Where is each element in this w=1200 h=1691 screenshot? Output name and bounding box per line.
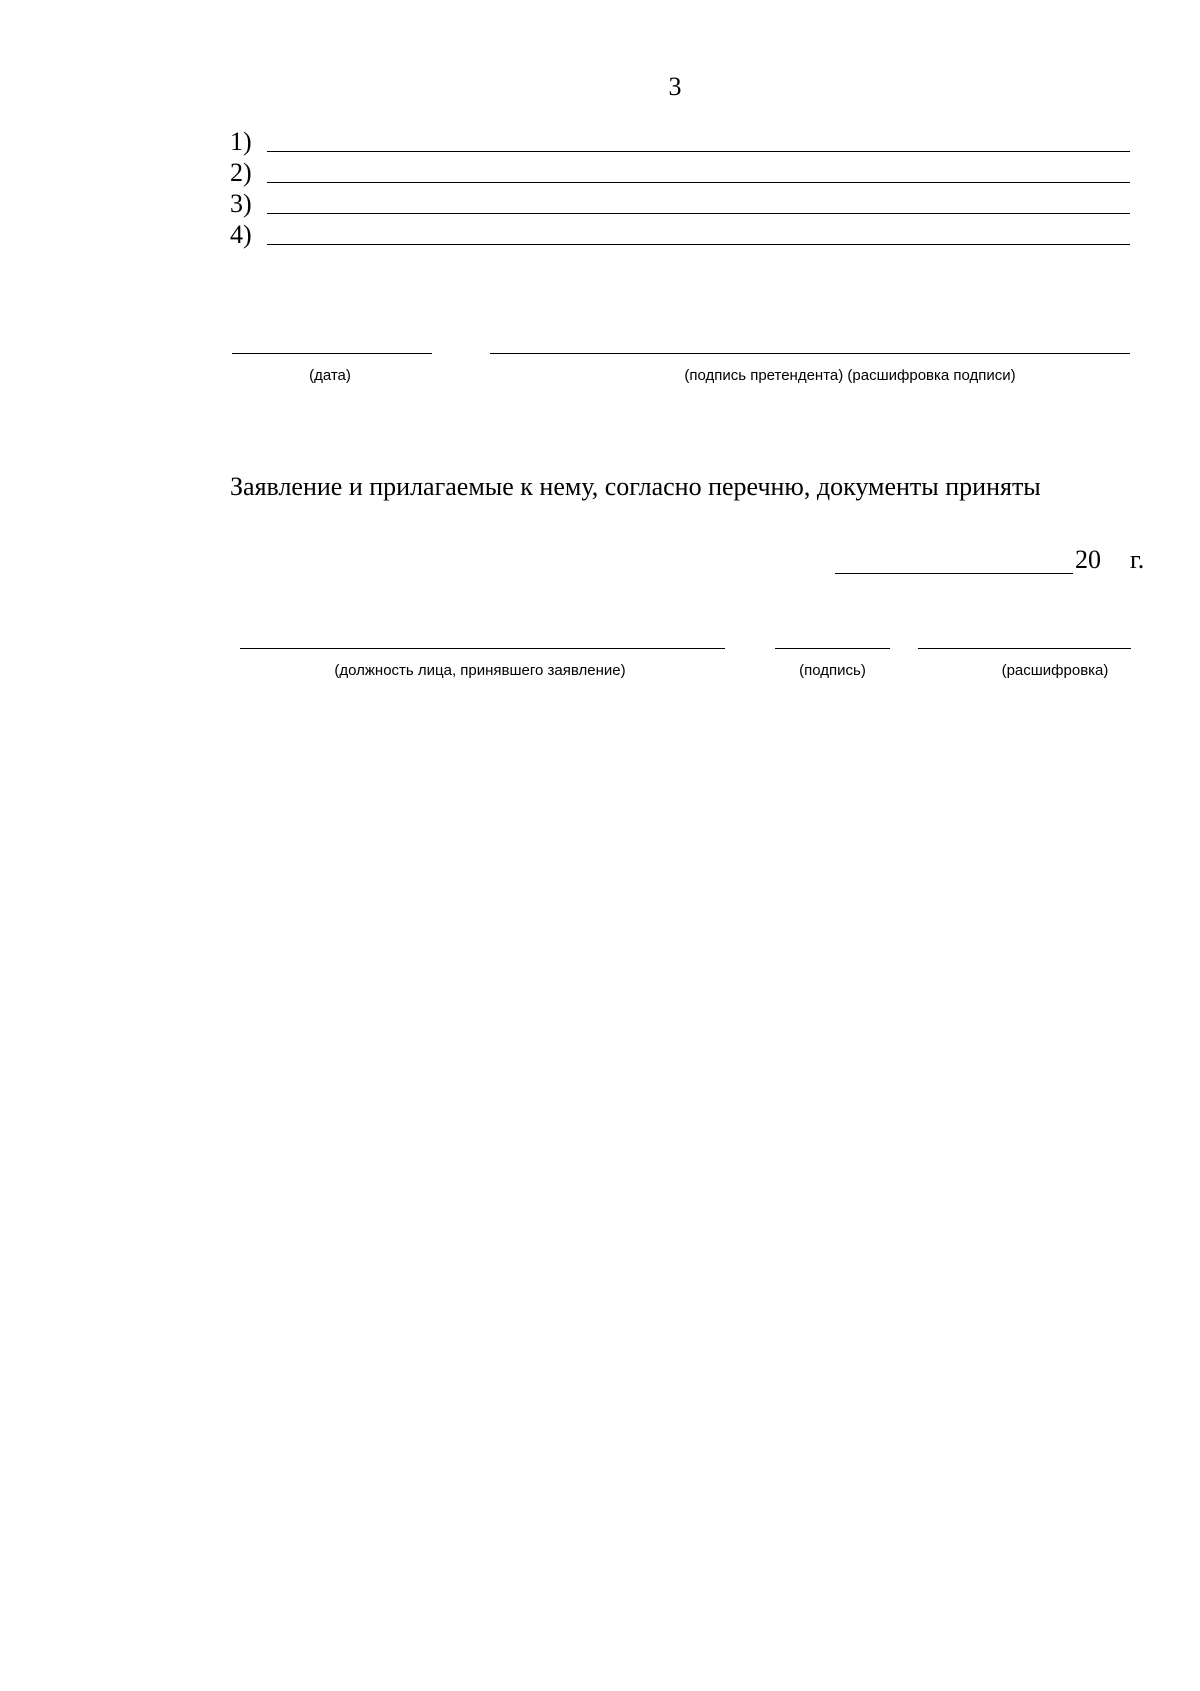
year-suffix: г.	[1130, 545, 1145, 574]
list-item	[230, 159, 1130, 189]
receiver-signature-caption: (подпись)	[799, 662, 866, 679]
acceptance-statement: Заявление и прилагаемые к нему, согласно перечню, документы приняты	[230, 472, 1041, 501]
list-item-blank-line[interactable]	[267, 151, 1130, 152]
list-item	[230, 128, 1130, 158]
date-blank-line[interactable]	[232, 353, 432, 354]
list-item-blank-line[interactable]	[267, 213, 1130, 214]
list-item-number: 1)	[230, 127, 252, 156]
page-number: 3	[668, 72, 682, 101]
receiver-signature-blank-line[interactable]	[775, 648, 890, 649]
list-item-blank-line[interactable]	[267, 182, 1130, 183]
list-item-number: 4)	[230, 220, 252, 249]
receiver-decoding-blank-line[interactable]	[918, 648, 1131, 649]
applicant-signature-blank-line[interactable]	[490, 353, 1130, 354]
receiver-position-blank-line[interactable]	[240, 648, 725, 649]
date-caption: (дата)	[309, 367, 351, 384]
list-item	[230, 221, 1130, 251]
receiver-decoding-caption: (расшифровка)	[1001, 662, 1109, 679]
list-item-blank-line[interactable]	[267, 244, 1130, 245]
list-item-number: 2)	[230, 158, 252, 187]
receiver-position-caption: (должность лица, принявшего заявление)	[334, 662, 626, 679]
year-prefix: 20	[1075, 545, 1101, 574]
list-item-number: 3)	[230, 189, 252, 218]
applicant-signature-caption: (подпись претендента) (расшифровка подписи)	[684, 367, 1016, 384]
acceptance-date-blank-line[interactable]	[835, 573, 1073, 574]
list-item	[230, 190, 1130, 220]
